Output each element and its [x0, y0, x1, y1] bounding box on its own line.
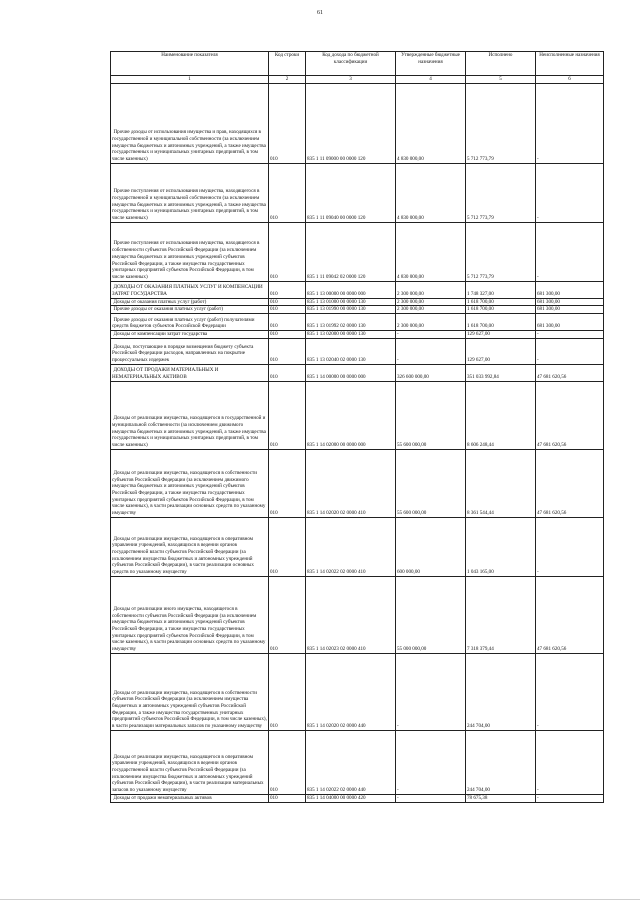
executed-amount: 129 627,00: [466, 338, 536, 364]
indicator-name-text: Доходы от реализации имущества, находящегося в оперативном управлении учреждений, находящихся в ведении органов государственной власти субъектов Российской Федерации (за исключением имущества бюджетных и автономных учреждений субъектов Российской Федерации), в части реализации основных средств по указанному имуществу: [112, 535, 254, 576]
unexecuted-amount: -: [536, 163, 604, 222]
indicator-name: [111, 364, 269, 381]
executed-amount: 1 748 327,00: [466, 281, 536, 298]
executed-amount: 1 043 165,00: [466, 517, 536, 576]
line-code: 010: [269, 163, 306, 222]
budget-code: 835 1 14 02022 02 0000 410: [306, 517, 396, 576]
indicator-name-text: ДОХОДЫ ОТ ПРОДАЖИ МАТЕРИАЛЬНЫХ И НЕМАТЕРИАЛЬНЫХ АКТИВОВ: [112, 367, 219, 381]
table-row: [111, 222, 604, 281]
unexecuted-amount: -: [536, 222, 604, 281]
column-number: 5: [466, 76, 536, 84]
unexecuted-amount: 47 681 620,56: [536, 576, 604, 653]
indicator-name: [111, 730, 269, 794]
line-code: 010: [269, 449, 306, 517]
table-row: [111, 449, 604, 517]
approved-amount: -: [396, 653, 466, 730]
indicator-name-text: Доходы, поступающие в порядке возмещения бюджету субъекта Российской Федерации расходов, направленных на покрытие процессуальных издержек: [112, 343, 254, 364]
executed-amount: 129 627,00: [466, 331, 536, 339]
indicator-name: [111, 381, 269, 449]
header-indicator-name: Наименование показателя: [111, 52, 269, 76]
approved-amount: 600 000,00: [396, 517, 466, 576]
column-number: 1: [111, 76, 269, 84]
table-body: [111, 83, 604, 802]
budget-code: 835 1 14 04000 00 0000 420: [306, 794, 396, 802]
table-row: [111, 653, 604, 730]
budget-code: 835 1 14 02020 02 0000 410: [306, 449, 396, 517]
executed-amount: 5 712 773,79: [466, 222, 536, 281]
column-number: 3: [306, 76, 396, 84]
indicator-name-text: Доходы от компенсации затрат государства: [113, 331, 208, 338]
page-number: 61: [317, 10, 323, 16]
budget-code: 835 1 14 02022 02 0000 440: [306, 730, 396, 794]
indicator-name-text: Доходы от реализации имущества, находящегося в собственности субъектов Российской Федерации (за исключением имущества бюджетных и автономных учреждений субъектов Российской Федерации, а также имущества государственных унитарных предприятий субъектов Российской Федерации, в том числе казенных), в части реализации материальных запасов по указанному имуществу: [112, 689, 267, 730]
unexecuted-amount: -: [536, 517, 604, 576]
unexecuted-amount: -: [536, 794, 604, 802]
executed-amount: 78 675,38: [466, 794, 536, 802]
budget-code: 835 1 14 02000 00 0000 000: [306, 381, 396, 449]
line-code: 010: [269, 517, 306, 576]
approved-amount: 4 830 000,00: [396, 222, 466, 281]
unexecuted-amount: -: [536, 730, 604, 794]
indicator-name-text: Доходы от реализации иного имущества, находящегося в собственности субъектов Российской Федерации (за исключением имущества бюджетных и автономных учреждений субъектов Российской Федерации, а также имущества государственных унитарных предприятий субъектов Российской Федерации, в том числе казенных), в части реализации основных средств по указанному имуществу: [112, 605, 266, 653]
indicator-name-text: Прочие поступления от использования имущества, находящегося в государственной и муниципальной собственности (за исключением имущества бюджетных и автономных учреждений, а также имущества государственных и муниципальных унитарных предприятий, в том числе казенных): [112, 188, 266, 221]
indicator-name-text: Прочие поступления от использования имущества, находящегося в собственности субъектов Российской Федерации (за исключением имущества бюджетных и автономных учреждений субъектов Российской Федерации, а также имущества государственных унитарных предприятий субъектов Российской Федерации, в том числе казенных): [112, 240, 260, 280]
approved-amount: -: [396, 794, 466, 802]
budget-code: 835 1 13 01000 00 0000 130: [306, 298, 396, 306]
column-number-row: [111, 76, 604, 84]
unexecuted-amount: 681 300,00: [536, 281, 604, 298]
income-report-table: [110, 51, 604, 803]
approved-amount: 55 600 000,00: [396, 449, 466, 517]
approved-amount: 2 300 000,00: [396, 306, 466, 314]
indicator-name: [111, 449, 269, 517]
indicator-name: [111, 306, 269, 314]
header-budget-code: Код дохода по бюджетной классификации: [306, 52, 396, 76]
approved-amount: 55 600 000,00: [396, 381, 466, 449]
table-row: [111, 298, 604, 306]
indicator-name: [111, 653, 269, 730]
indicator-name-text: Прочие доходы от оказания платных услуг (работ) получателями средств бюджетов субъектов Российской Федерации: [112, 316, 255, 330]
table-row: [111, 381, 604, 449]
indicator-name-text: Доходы от реализации имущества, находящегося в собственности субъектов Российской Федерации (за исключением движимого имущества бюджетных и автономных учреждений субъектов Российской Федерации, а также имущества государственных унитарных предприятий субъектов Российской Федерации, в том числе казенных), в части реализации основных средств по указанному имуществу: [112, 469, 266, 517]
indicator-name: [111, 83, 269, 163]
table-row: [111, 281, 604, 298]
executed-amount: 244 704,00: [466, 730, 536, 794]
table-row: [111, 730, 604, 794]
executed-amount: 5 712 773,79: [466, 163, 536, 222]
unexecuted-amount: -: [536, 338, 604, 364]
table-row: [111, 163, 604, 222]
unexecuted-amount: 681 300,00: [536, 298, 604, 306]
unexecuted-amount: 681 300,00: [536, 314, 604, 331]
approved-amount: 2 300 000,00: [396, 314, 466, 331]
executed-amount: 5 712 773,79: [466, 83, 536, 163]
header-line-code: Код строки: [269, 52, 306, 76]
approved-amount: -: [396, 338, 466, 364]
indicator-name: [111, 576, 269, 653]
approved-amount: -: [396, 331, 466, 339]
indicator-name: [111, 314, 269, 331]
indicator-name-text: Доходы от оказания платных услуг (работ): [113, 298, 207, 305]
table-row: [111, 794, 604, 802]
line-code: 010: [269, 381, 306, 449]
indicator-name: [111, 222, 269, 281]
line-code: 010: [269, 281, 306, 298]
executed-amount: 1 618 700,00: [466, 314, 536, 331]
budget-code: 835 1 13 02000 00 0000 130: [306, 331, 396, 339]
indicator-name: [111, 794, 269, 802]
line-code: 010: [269, 83, 306, 163]
header-row: [111, 52, 604, 76]
unexecuted-amount: 47 681 620,56: [536, 364, 604, 381]
header-executed: Исполнено: [466, 52, 536, 76]
line-code: 010: [269, 338, 306, 364]
column-number: 2: [269, 76, 306, 84]
line-code: 010: [269, 364, 306, 381]
line-code: 010: [269, 794, 306, 802]
column-number: 6: [536, 76, 604, 84]
budget-code: 835 1 11 09042 02 0000 120: [306, 222, 396, 281]
indicator-name-text: Прочие доходы от использования имущества и прав, находящихся в государственной и муниципальной собственности (за исключением имущества бюджетных и автономных учреждений, а также имущества государственных и муниципальных унитарных предприятий, в том числе казенных): [112, 129, 266, 162]
budget-code: 835 1 14 02023 02 0000 410: [306, 576, 396, 653]
table-row: [111, 364, 604, 381]
indicator-name: [111, 163, 269, 222]
executed-amount: 1 618 700,00: [466, 306, 536, 314]
approved-amount: 2 300 000,00: [396, 298, 466, 306]
table-row: [111, 331, 604, 339]
column-number: 4: [396, 76, 466, 84]
indicator-name-text: Доходы от реализации имущества, находящегося в государственной и муниципальной собственности (за исключением движимого имущества бюджетных и автономных учреждений, а также имущества государственных и муниципальных унитарных предприятий, в том числе казенных): [112, 415, 266, 449]
budget-code: 835 1 14 00000 00 0000 000: [306, 364, 396, 381]
budget-code: 835 1 13 02040 02 0000 130: [306, 338, 396, 364]
line-code: 010: [269, 576, 306, 653]
executed-amount: 351 033 992,84: [466, 364, 536, 381]
approved-amount: 326 600 000,00: [396, 364, 466, 381]
line-code: 010: [269, 653, 306, 730]
unexecuted-amount: 47 681 620,56: [536, 381, 604, 449]
table-row: [111, 517, 604, 576]
executed-amount: 8 361 544,44: [466, 449, 536, 517]
executed-amount: 8 606 248,44: [466, 381, 536, 449]
table-row: [111, 338, 604, 364]
table-row: [111, 576, 604, 653]
line-code: 010: [269, 306, 306, 314]
budget-code: 835 1 11 09000 00 0000 120: [306, 83, 396, 163]
header-approved: Утвержденные бюджетные назначения: [396, 52, 466, 76]
approved-amount: -: [396, 730, 466, 794]
line-code: 010: [269, 298, 306, 306]
approved-amount: 4 830 000,00: [396, 83, 466, 163]
indicator-name-text: Доходы от реализации имущества, находящегося в оперативном управлении учреждений, находящихся в ведении органов государственной власти субъектов Российской Федерации (за исключением имущества бюджетных и автономных учреждений субъектов Российской Федерации), в части реализации материальных запасов по указанному имуществу: [112, 753, 264, 794]
line-code: 010: [269, 730, 306, 794]
executed-amount: 1 618 700,00: [466, 298, 536, 306]
table-row: [111, 83, 604, 163]
budget-code: 835 1 13 01990 00 0000 130: [306, 306, 396, 314]
indicator-name: [111, 281, 269, 298]
executed-amount: 7 318 379,44: [466, 576, 536, 653]
unexecuted-amount: 681 300,00: [536, 306, 604, 314]
approved-amount: 2 300 000,00: [396, 281, 466, 298]
budget-code: 835 1 14 02020 02 0000 440: [306, 653, 396, 730]
indicator-name: [111, 331, 269, 339]
line-code: 010: [269, 314, 306, 331]
budget-code: 835 1 11 09040 00 0000 120: [306, 163, 396, 222]
table-row: [111, 306, 604, 314]
page-bottom-rule: [0, 899, 640, 900]
line-code: 010: [269, 222, 306, 281]
indicator-name: [111, 338, 269, 364]
budget-code: 835 1 13 01992 02 0000 130: [306, 314, 396, 331]
indicator-name-text: ДОХОДЫ ОТ ОКАЗАНИЯ ПЛАТНЫХ УСЛУГ И КОМПЕНСАЦИИ ЗАТРАТ ГОСУДАРСТВА: [112, 284, 263, 297]
unexecuted-amount: 47 681 620,56: [536, 449, 604, 517]
unexecuted-amount: -: [536, 331, 604, 339]
executed-amount: 244 704,00: [466, 653, 536, 730]
indicator-name: [111, 517, 269, 576]
header-unexecuted: Неисполненные назначения: [536, 52, 604, 76]
indicator-name-text: Доходы от продажи нематериальных активов: [113, 794, 212, 801]
unexecuted-amount: -: [536, 653, 604, 730]
budget-code: 835 1 13 00000 00 0000 000: [306, 281, 396, 298]
table-row: [111, 314, 604, 331]
indicator-name-text: Прочие доходы от оказания платных услуг (работ): [113, 306, 223, 313]
indicator-name: [111, 298, 269, 306]
unexecuted-amount: -: [536, 83, 604, 163]
approved-amount: 4 830 000,00: [396, 163, 466, 222]
line-code: 010: [269, 331, 306, 339]
approved-amount: 55 000 000,00: [396, 576, 466, 653]
